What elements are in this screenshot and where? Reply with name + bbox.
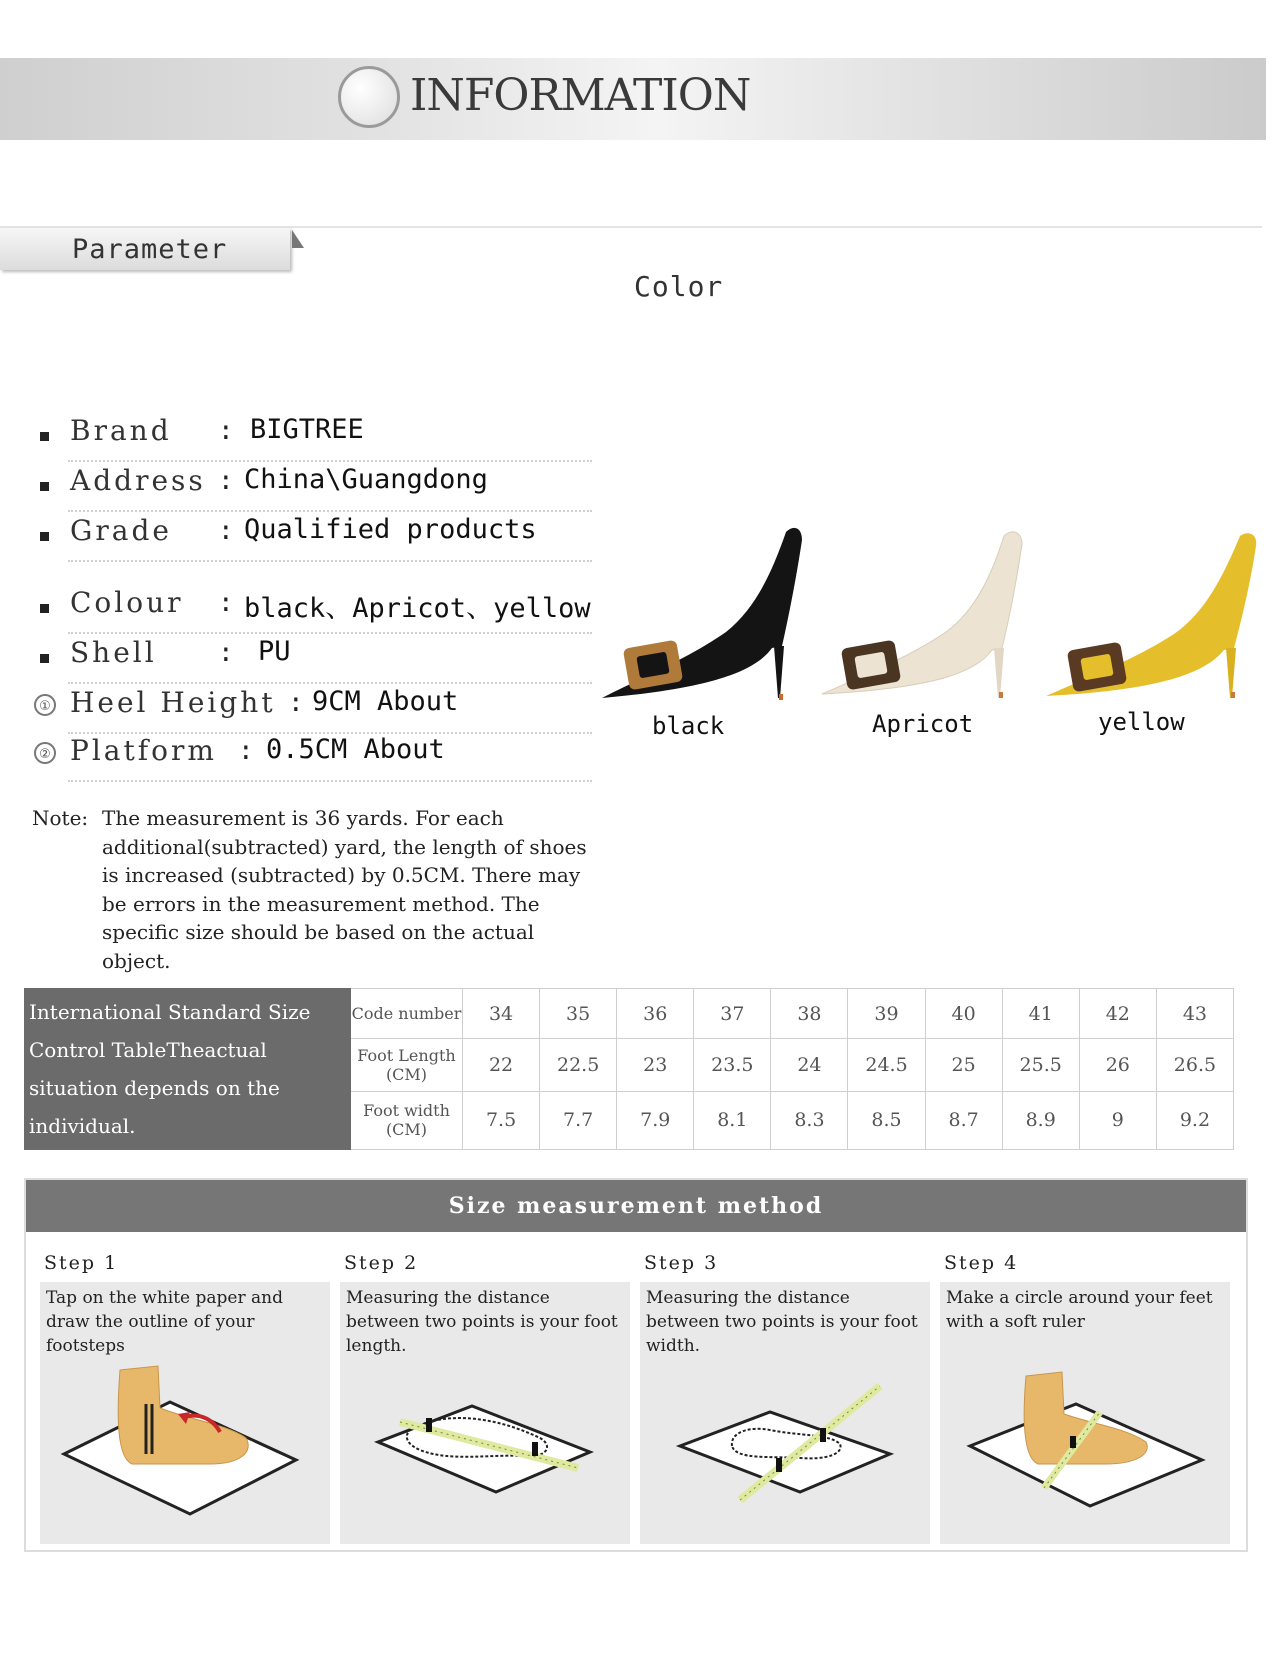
dotted-rule bbox=[68, 560, 592, 562]
table-cell: 7.9 bbox=[617, 1091, 694, 1149]
bullet-icon bbox=[40, 654, 49, 663]
method-header: Size measurement method bbox=[26, 1180, 1246, 1232]
table-cell: 8.7 bbox=[925, 1091, 1002, 1149]
step-panel bbox=[40, 1282, 330, 1544]
circled-number-icon: ② bbox=[34, 742, 56, 764]
spec-label: Heel Height bbox=[70, 686, 276, 719]
spec-label: Brand bbox=[70, 414, 172, 447]
spec-label: Platform bbox=[70, 734, 217, 767]
bullet-icon bbox=[40, 482, 49, 491]
bullet-icon bbox=[40, 432, 49, 441]
foot-width-ruler-illustration-icon bbox=[640, 1342, 930, 1542]
table-cell: 25.5 bbox=[1002, 1039, 1079, 1091]
table-cell: 8.1 bbox=[694, 1091, 771, 1149]
spec-value: black、Apricot、yellow bbox=[244, 593, 591, 624]
note-prefix: Note: bbox=[32, 806, 89, 830]
step-3 bbox=[640, 1252, 930, 1548]
spec-label: Address bbox=[70, 464, 206, 497]
step-title: Step 2 bbox=[344, 1252, 419, 1274]
table-cell: 24.5 bbox=[848, 1039, 925, 1091]
spec-row-address bbox=[32, 462, 592, 510]
table-cell: 7.7 bbox=[540, 1091, 617, 1149]
table-cell: 8.9 bbox=[1002, 1091, 1079, 1149]
spec-label: Grade bbox=[70, 514, 172, 547]
step-4 bbox=[940, 1252, 1230, 1548]
flag-corner-icon bbox=[292, 230, 304, 248]
spec-colon: : bbox=[288, 688, 304, 718]
step-description: Tap on the white paper and draw the outline of your footsteps bbox=[46, 1288, 283, 1356]
table-cell: 38 bbox=[771, 989, 848, 1039]
step-panel bbox=[640, 1282, 930, 1544]
table-cell: 43 bbox=[1156, 989, 1233, 1039]
table-cell: 35 bbox=[540, 989, 617, 1039]
size-table-intro: International Standard Size Control TableTheactual situation depends on the individual. bbox=[25, 989, 351, 1150]
spec-row-colour bbox=[32, 584, 592, 632]
parameter-tab bbox=[0, 228, 290, 270]
size-table bbox=[24, 988, 1234, 1150]
table-row bbox=[25, 989, 1234, 1039]
table-cell: 8.3 bbox=[771, 1091, 848, 1149]
table-cell: 34 bbox=[463, 989, 540, 1039]
circled-number-icon: ① bbox=[34, 694, 56, 716]
table-cell: 7.5 bbox=[463, 1091, 540, 1149]
note-text: The measurement is 36 yards. For each additional(subtracted) yard, the length of shoes is increased (subtracted) by 0.5CM. There may be errors in the measurement method. The specific size should be based on the actual object. bbox=[102, 806, 587, 973]
table-cell: 26 bbox=[1079, 1039, 1156, 1091]
parameter-tab-label: Parameter bbox=[72, 234, 228, 265]
spec-colon: : bbox=[218, 516, 234, 546]
table-cell: 40 bbox=[925, 989, 1002, 1039]
spec-row-grade bbox=[32, 512, 592, 560]
table-cell: 22 bbox=[463, 1039, 540, 1091]
step-panel bbox=[340, 1282, 630, 1544]
step-title: Step 4 bbox=[944, 1252, 1019, 1274]
spec-colon: : bbox=[218, 638, 234, 668]
foot-outline-illustration-icon bbox=[40, 1342, 330, 1542]
table-cell: 36 bbox=[617, 989, 694, 1039]
step-2 bbox=[340, 1252, 630, 1548]
spec-row-platform bbox=[32, 732, 592, 780]
step-description: Measuring the distance between two points is your foot width. bbox=[646, 1288, 918, 1356]
spec-colon: : bbox=[218, 588, 234, 618]
table-cell: 9.2 bbox=[1156, 1091, 1233, 1149]
spec-value: BIGTREE bbox=[250, 414, 364, 445]
measurement-note bbox=[32, 804, 592, 975]
spec-value: 0.5CM About bbox=[266, 734, 445, 765]
step-panel bbox=[940, 1282, 1230, 1544]
bullet-icon bbox=[40, 604, 49, 613]
spec-colon: : bbox=[218, 416, 234, 446]
spec-colon: : bbox=[238, 736, 254, 766]
color-heading: Color bbox=[634, 270, 724, 303]
table-cell: 39 bbox=[848, 989, 925, 1039]
table-cell: 25 bbox=[925, 1039, 1002, 1091]
foot-circumference-ruler-illustration-icon bbox=[940, 1342, 1230, 1542]
step-1 bbox=[40, 1252, 330, 1548]
color-label-black: black bbox=[652, 712, 725, 740]
table-cell: 24 bbox=[771, 1039, 848, 1091]
spec-label: Colour bbox=[70, 586, 184, 619]
table-cell: 23.5 bbox=[694, 1039, 771, 1091]
color-label-apricot: Apricot bbox=[872, 710, 974, 738]
shoe-apricot-image bbox=[818, 526, 1028, 712]
table-cell: 26.5 bbox=[1156, 1039, 1233, 1091]
step-title: Step 1 bbox=[44, 1252, 119, 1274]
row-label: Foot width (CM) bbox=[351, 1091, 463, 1149]
spec-row-brand bbox=[32, 412, 592, 460]
banner-title: INFORMATION bbox=[410, 70, 751, 121]
row-label: Code number bbox=[351, 989, 463, 1039]
table-cell: 23 bbox=[617, 1039, 694, 1091]
circle-emblem-icon bbox=[338, 66, 400, 128]
dotted-rule bbox=[68, 780, 592, 782]
measurement-method-section bbox=[24, 1178, 1248, 1552]
spec-row-heel-height bbox=[32, 684, 592, 732]
spec-colon: : bbox=[218, 466, 234, 496]
spec-value: PU bbox=[258, 636, 291, 667]
table-cell: 9 bbox=[1079, 1091, 1156, 1149]
table-cell: 22.5 bbox=[540, 1039, 617, 1091]
spec-row-shell bbox=[32, 634, 592, 682]
spec-label: Shell bbox=[70, 636, 157, 669]
bullet-icon bbox=[40, 532, 49, 541]
foot-length-ruler-illustration-icon bbox=[340, 1342, 630, 1542]
color-label-yellow: yellow bbox=[1098, 708, 1185, 736]
table-cell: 37 bbox=[694, 989, 771, 1039]
shoe-yellow-image bbox=[1042, 530, 1262, 710]
spec-value: 9CM About bbox=[312, 686, 459, 717]
table-cell: 42 bbox=[1079, 989, 1156, 1039]
row-label: Foot Length (CM) bbox=[351, 1039, 463, 1091]
information-banner bbox=[0, 58, 1266, 140]
shoe-black-image bbox=[596, 520, 806, 710]
step-description: Measuring the distance between two points is your foot length. bbox=[346, 1288, 618, 1356]
table-cell: 8.5 bbox=[848, 1091, 925, 1149]
spec-value: Qualified products bbox=[244, 514, 537, 545]
spec-value: China\Guangdong bbox=[244, 464, 488, 495]
table-cell: 41 bbox=[1002, 989, 1079, 1039]
step-title: Step 3 bbox=[644, 1252, 719, 1274]
step-description: Make a circle around your feet with a soft ruler bbox=[946, 1288, 1213, 1332]
